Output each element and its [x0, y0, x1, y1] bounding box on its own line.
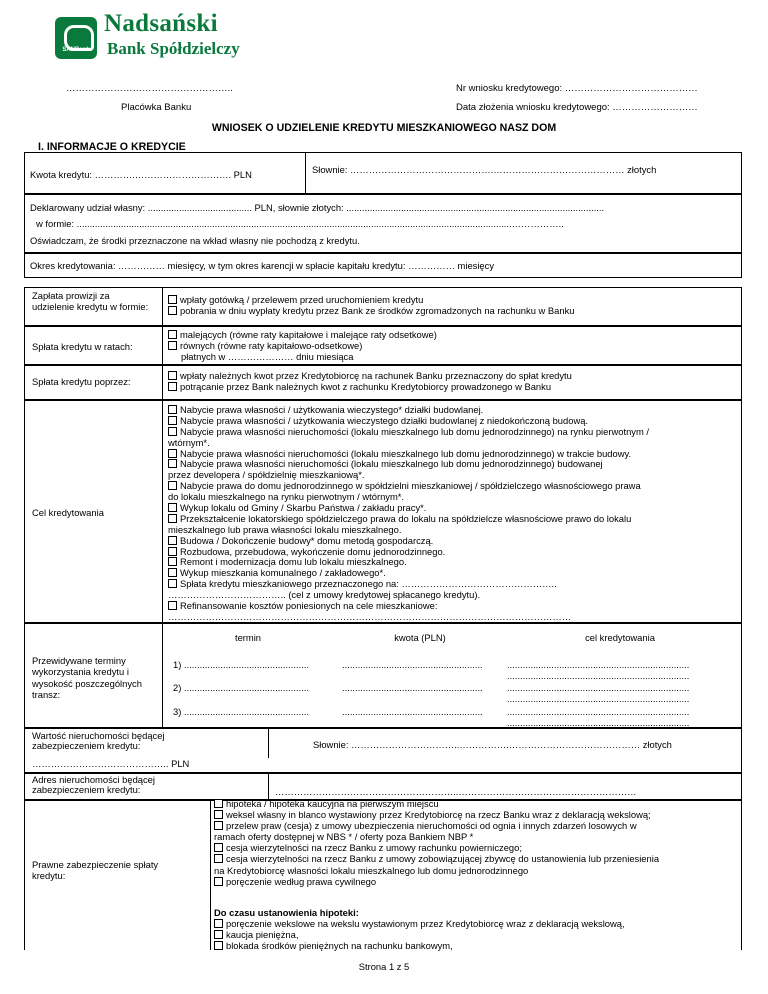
purpose-line[interactable]: Przekształcenie lokatorskiego spółdzielczego prawa do lokalu na spółdzielcze własnościowe prawo do lokalu	[168, 514, 738, 525]
purpose-line[interactable]: Spłata kredytu mieszkaniowego przeznaczonego na: …………………………………………..	[168, 579, 738, 590]
purpose-dots-4[interactable]: ......................................................................	[507, 693, 690, 704]
repayment-label: Spłata kredytu poprzez:	[32, 376, 131, 387]
purpose-line[interactable]: Budowa / Dokończenie budowy* domu metodą gospodarczą.	[168, 536, 738, 547]
installments-opt-1[interactable]: malejących (równe raty kapitałowe i malejące raty odsetkowe)	[168, 330, 437, 341]
checkbox[interactable]	[214, 810, 223, 819]
checkbox[interactable]	[168, 416, 177, 425]
application-number[interactable]: Nr wniosku kredytowego: ……………………………………	[456, 83, 698, 94]
commission-label: Zapłata prowizji za udzielenie kredytu w formie:	[32, 290, 149, 313]
security-line: ramach oferty dostępnej w NBS * / oferty poza Bankiem NBP *	[214, 831, 474, 843]
terms-label: Przewidywane terminy wykorzystania kredytu i wysokość poszczególnych transz:	[32, 655, 142, 700]
purpose-line[interactable]: Nabycie prawa własności / użytkowania wieczystego* działki budowlanej.	[168, 405, 738, 416]
checkbox[interactable]	[214, 930, 223, 939]
checkbox[interactable]	[168, 536, 177, 545]
branch-field[interactable]: ……………………………………………..	[66, 83, 233, 94]
address-label: Adres nieruchomości będącej zabezpieczeniem kredytu:	[32, 774, 155, 796]
purpose-line[interactable]: Nabycie prawa własności / użytkowania wieczystego działki budowlanej z niedokończoną budową.	[168, 416, 738, 427]
checkbox[interactable]	[168, 341, 177, 350]
form-title: WNIOSEK O UDZIELENIE KREDYTU MIESZKANIOWEGO NASZ DOM	[211, 122, 557, 134]
own-share-statement: Oświadczam, że środki przeznaczone na wkład własny nie pochodzą z kredytu.	[30, 235, 360, 246]
security-line[interactable]: hipoteka / hipoteka kaucyjna na pierwszym miejscu	[214, 799, 739, 810]
checkbox[interactable]	[214, 799, 223, 808]
purpose-label: Cel kredytowania	[32, 507, 104, 518]
security-line[interactable]: cesja wierzytelności na rzecz Banku z umowy rachunku powierniczego;	[214, 843, 739, 854]
interim-list	[214, 919, 739, 952]
installments-day[interactable]: płatnych w ………………… dniu miesiąca	[181, 351, 354, 362]
security-line: na Kredytobiorcę własności lokalu mieszkalnego lub domu jednorodzinnego	[214, 864, 529, 876]
section-title: I. INFORMACJE O KREDYCIE	[38, 141, 186, 153]
period-field[interactable]: Okres kredytowania: …………… miesięcy, w tym okres karencji w spłacie kapitału kredytu: …………… miesięcy	[30, 260, 495, 271]
purpose-dots-3[interactable]: ......................................................................	[507, 682, 690, 693]
value-words-field[interactable]: Słownie: ……………………………..…………….…………………………………… złotych	[313, 739, 672, 750]
checkbox[interactable]	[168, 601, 177, 610]
bank-name-line1: Nadsański	[104, 10, 218, 37]
col-termin: termin	[234, 632, 262, 643]
purpose-line: wtórnym*.	[168, 436, 210, 448]
checkbox[interactable]	[168, 427, 177, 436]
checkbox[interactable]	[168, 568, 177, 577]
purpose-dots-6[interactable]: ......................................................................	[507, 717, 690, 728]
amount-3[interactable]: ......................................................	[342, 706, 483, 717]
purpose-line[interactable]: Wykup mieszkania komunalnego / zakładowego*.	[168, 568, 738, 579]
checkbox[interactable]	[168, 382, 177, 391]
checkbox[interactable]	[168, 306, 177, 315]
checkbox[interactable]	[168, 547, 177, 556]
checkbox[interactable]	[168, 579, 177, 588]
purpose-line[interactable]: Rozbudowa, przebudowa, wykończenie domu jednorodzinnego.	[168, 547, 738, 558]
interim-line[interactable]: poręczenie wekslowe na wekslu wystawionym przez Kredytobiorcę wraz z deklaracją wekslową,	[214, 919, 739, 930]
purpose-line: mieszkalnego lub prawa własności lokalu mieszkalnego.	[168, 523, 402, 535]
repayment-opt-1[interactable]: wpłaty należnych kwot przez Kredytobiorcę na rachunek Banku przeznaczony do spłat kredytu	[168, 371, 572, 382]
purpose-dots-1[interactable]: ......................................................................	[507, 659, 690, 670]
value-label: Wartość nieruchomości będącej zabezpieczeniem kredytu:	[32, 730, 165, 752]
checkbox[interactable]	[214, 941, 223, 950]
interim-line[interactable]: blokada środków pieniężnych na rachunku bankowym,	[214, 941, 739, 952]
logo-text: SANBank	[62, 47, 90, 53]
purpose-line[interactable]: Nabycie prawa do domu jednorodzinnego w spółdzielni mieszkaniowej / spółdzielczego własnościowego prawa	[168, 481, 738, 492]
purpose-line[interactable]: Wykup lokalu od Gminy / Skarbu Państwa / zakładu pracy*.	[168, 503, 738, 514]
repayment-opt-2[interactable]: potrącanie przez Bank należnych kwot z rachunku Kredytobiorcy prowadzonego w Banku	[168, 382, 551, 393]
purpose-list	[168, 405, 738, 623]
commission-opt-2[interactable]: pobrania w dniu wypłaty kredytu przez Bank ze środków zgromadzonych na rachunku w Banku	[168, 306, 574, 317]
commission-opt-1[interactable]: wpłaty gotówką / przelewem przed uruchomieniem kredytu	[168, 295, 423, 306]
own-share-line1[interactable]: Deklarowany udział własny: ........................................ PLN, słownie złotych: ...................................................................................................	[30, 203, 605, 213]
amount-2[interactable]: ......................................................	[342, 682, 483, 693]
checkbox[interactable]	[214, 877, 223, 886]
checkbox[interactable]	[168, 459, 177, 468]
installments-opt-2[interactable]: równych (równe raty kapitałowo-odsetkowe)	[168, 341, 362, 352]
security-line[interactable]: przelew praw (cesja) z umowy ubezpieczenia nieruchomości od ognia i innych zdarzeń losowych w	[214, 821, 739, 832]
checkbox[interactable]	[168, 514, 177, 523]
purpose-line[interactable]: Nabycie prawa własności nieruchomości (lokalu mieszkalnego lub domu jednorodzinnego) na rynku pierwotnym /	[168, 427, 738, 438]
interim-line[interactable]: kaucja pieniężna,	[214, 930, 739, 941]
checkbox[interactable]	[168, 371, 177, 380]
term-1[interactable]: 1) ................................................	[173, 659, 309, 670]
checkbox[interactable]	[168, 330, 177, 339]
own-share-form[interactable]: w formie: .......................................................................................................................................................................……………..	[36, 219, 564, 229]
installments-label: Spłata kredytu w ratach:	[32, 341, 133, 352]
checkbox[interactable]	[168, 481, 177, 490]
purpose-line[interactable]: Refinansowanie kosztów poniesionych na cele mieszkaniowe:	[168, 601, 738, 612]
bank-name-line2: Bank Spółdzielczy	[107, 39, 240, 58]
checkbox[interactable]	[168, 295, 177, 304]
value-pln-field[interactable]: …………………………………….. PLN	[32, 758, 190, 769]
checkbox[interactable]	[168, 449, 177, 458]
bank-logo	[55, 17, 97, 59]
checkbox[interactable]	[168, 405, 177, 414]
checkbox[interactable]	[214, 843, 223, 852]
checkbox[interactable]	[214, 919, 223, 928]
amount-words-field[interactable]: Słownie: ……………………………………….…………………………………… złotych	[312, 164, 657, 175]
amount-field[interactable]: Kwota kredytu: ………….…………………………. PLN	[30, 169, 252, 180]
checkbox[interactable]	[168, 557, 177, 566]
purpose-line[interactable]: Remont i modernizacja domu lub lokalu mieszkalnego.	[168, 557, 738, 568]
page-number: Strona 1 z 5	[358, 961, 410, 972]
checkbox[interactable]	[214, 821, 223, 830]
application-date[interactable]: Data złożenia wniosku kredytowego: ………………………	[456, 102, 698, 113]
security-line[interactable]: poręczenie według prawa cywilnego	[214, 877, 739, 888]
term-3[interactable]: 3) ................................................	[173, 706, 309, 717]
security-label: Prawne zabezpieczenie spłaty kredytu:	[32, 859, 159, 882]
purpose-line[interactable]: Nabycie prawa własności nieruchomości (lokalu mieszkalnego lub domu jednorodzinnego) w trakcie budowy.	[168, 449, 738, 460]
amount-1[interactable]: ......................................................	[342, 659, 483, 670]
interim-title: Do czasu ustanowienia hipoteki:	[214, 907, 359, 918]
security-line[interactable]: weksel własny in blanco wystawiony przez Kredytobiorcę na rzecz Banku wraz z deklaracją wekslową;	[214, 810, 739, 821]
security-list	[214, 799, 739, 888]
checkbox[interactable]	[214, 854, 223, 863]
purpose-line: ……………………………….. (cel z umowy kredytowej spłacanego kredytu).	[168, 589, 481, 601]
col-cel: cel kredytowania	[585, 632, 655, 643]
address-field[interactable]: …………………………………………………..…………………………………………………	[275, 786, 637, 797]
purpose-dots-5[interactable]: ......................................................................	[507, 706, 690, 717]
purpose-line: …………………………………………………………………………………………………………………	[168, 610, 572, 622]
purpose-line: przez developera / spółdzielnię mieszkaniową*.	[168, 469, 365, 481]
term-2[interactable]: 2) ................................................	[173, 682, 309, 693]
checkbox[interactable]	[168, 503, 177, 512]
purpose-dots-2[interactable]: ......................................................................	[507, 670, 690, 681]
branch-label: Placówka Banku	[121, 102, 192, 113]
col-kwota: kwota (PLN)	[394, 632, 446, 643]
purpose-line: do lokalu mieszkalnego na rynku pierwotnym / wtórnym*.	[168, 491, 405, 503]
purpose-line[interactable]: Nabycie prawa własności nieruchomości (lokalu mieszkalnego lub domu jednorodzinnego) budowanej	[168, 459, 738, 470]
security-line[interactable]: cesja wierzytelności na rzecz Banku z umowy zobowiązującej zbywcę do ustanowienia lub przeniesienia	[214, 854, 739, 865]
